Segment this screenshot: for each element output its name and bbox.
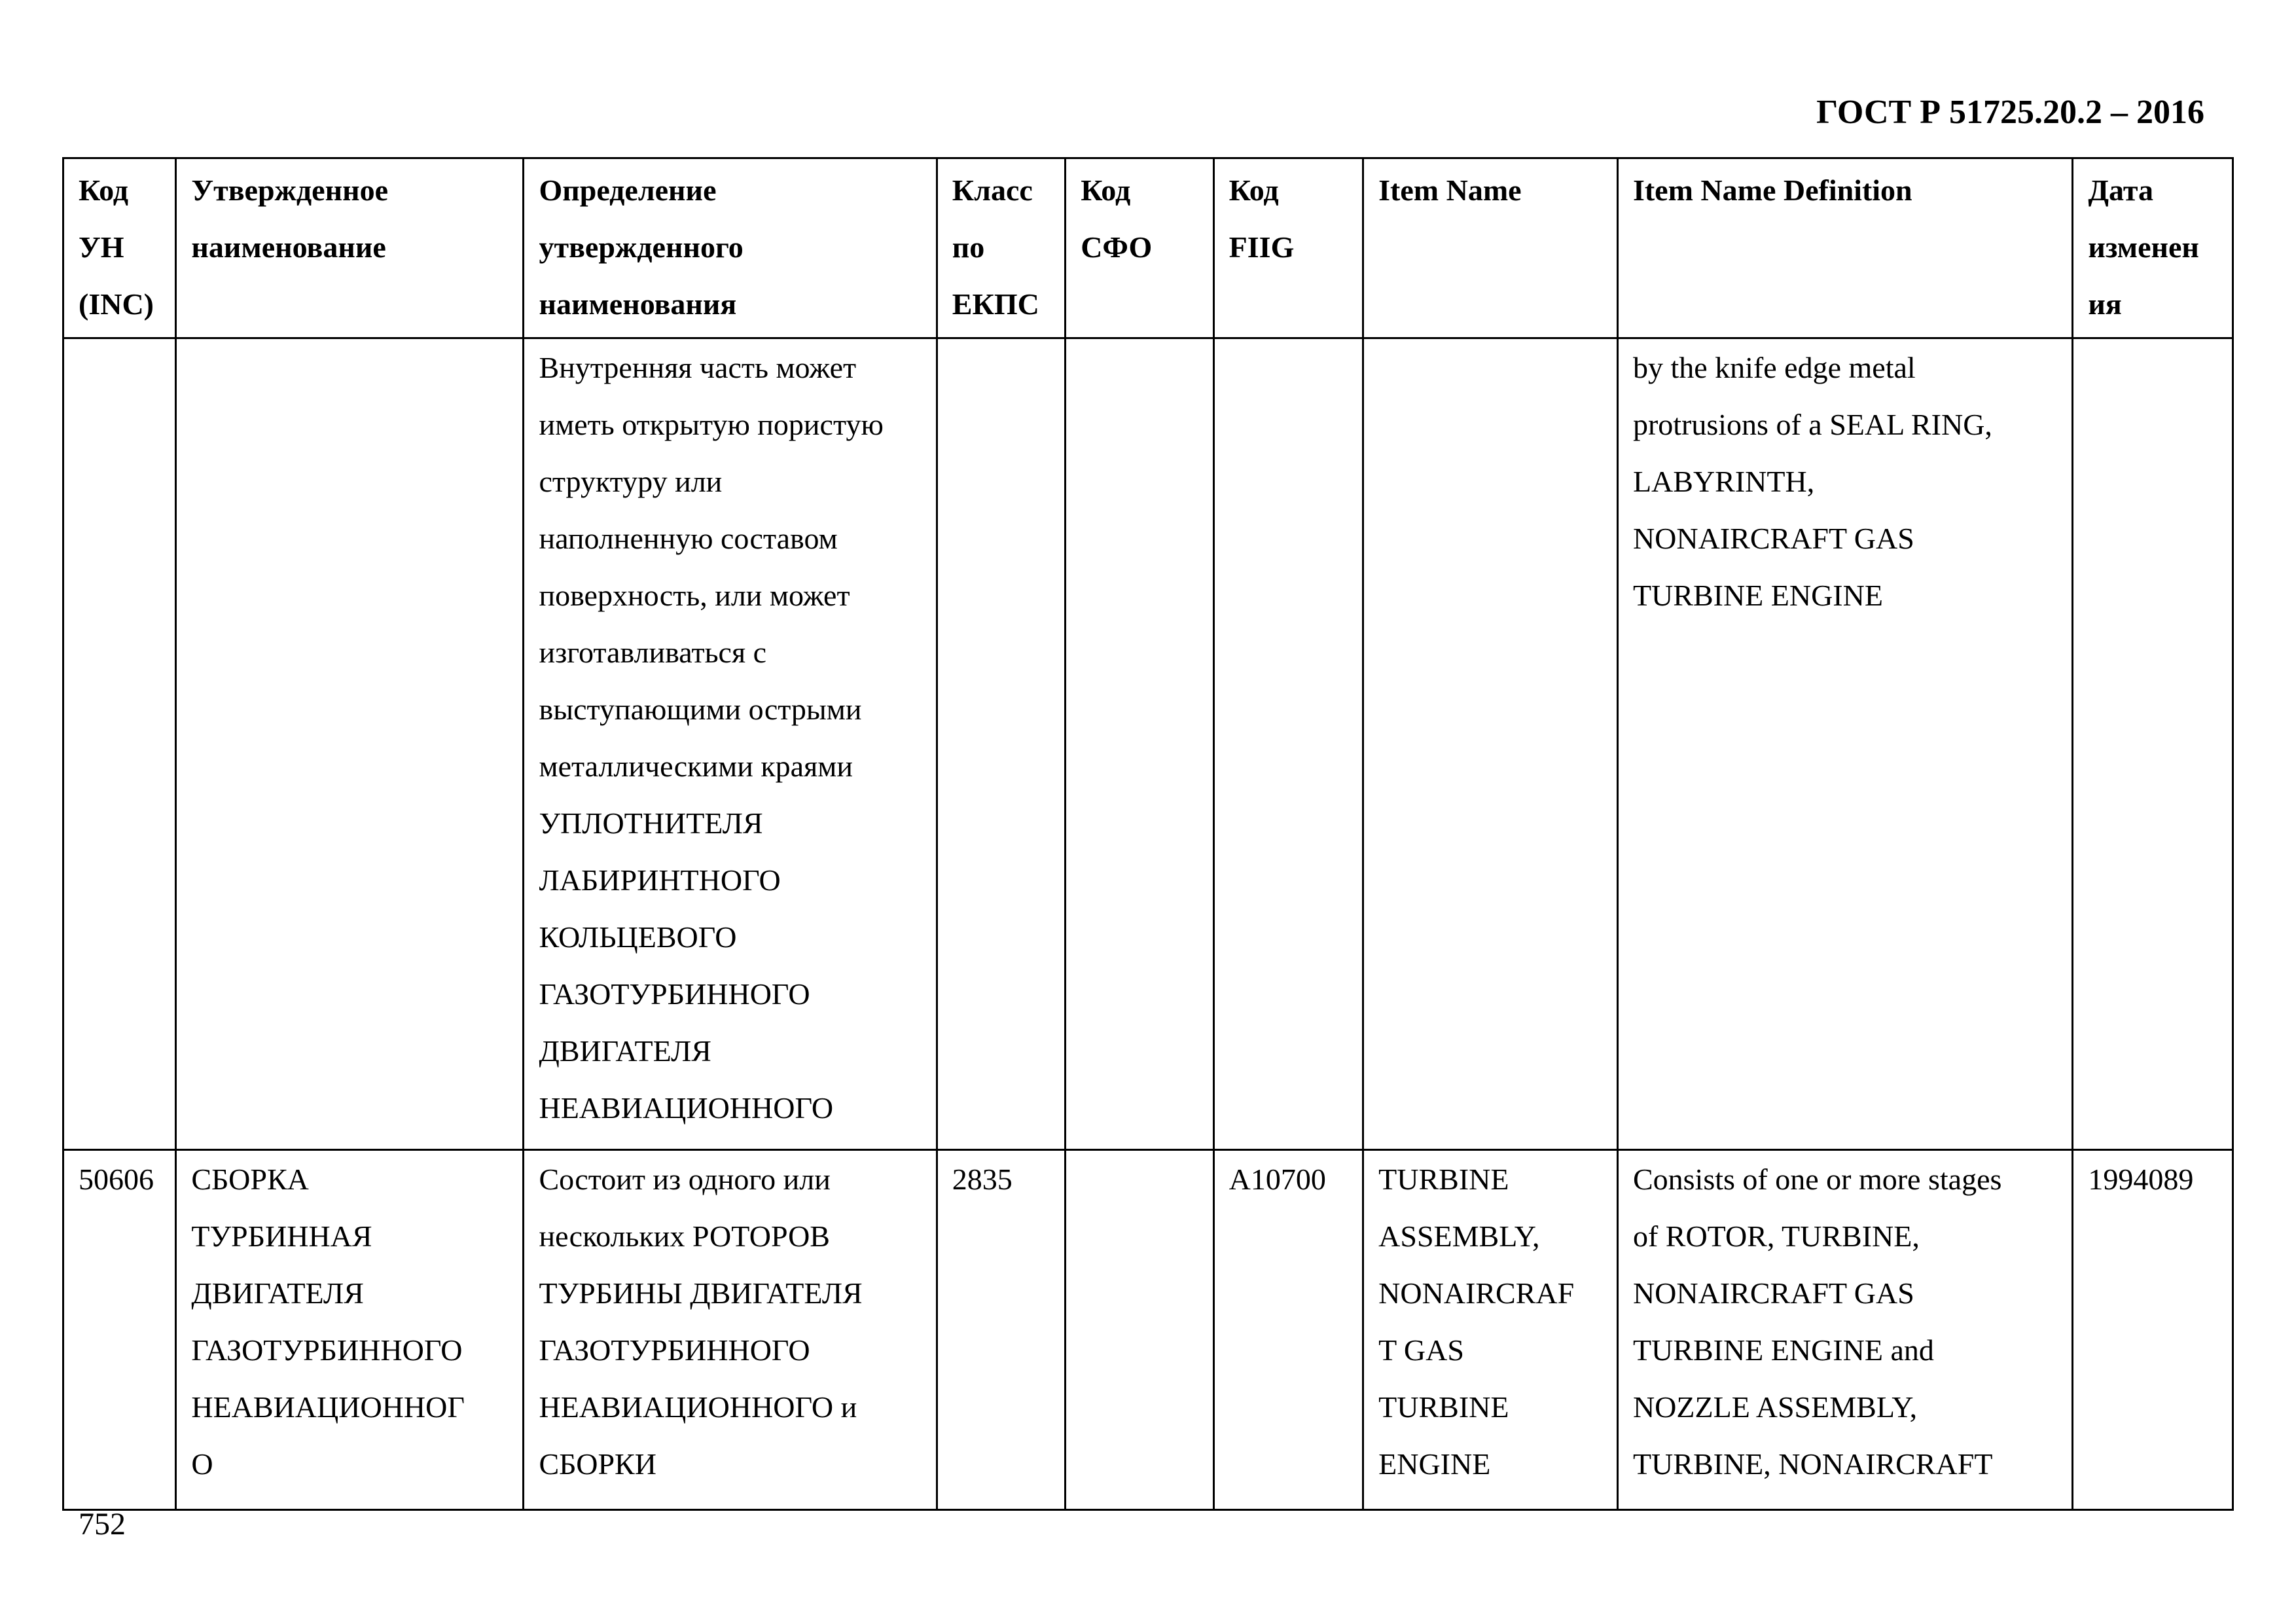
cell-ekps-class: [937, 338, 1065, 1150]
cell-text-line: ГАЗОТУРБИННОГО: [191, 1333, 463, 1367]
cell-change-date: [2073, 338, 2233, 1150]
cell-text-line: ТУРБИННАЯ: [191, 1219, 372, 1253]
header-text-line: Дата: [2088, 173, 2154, 207]
cell-text-line: ДВИГАТЕЛЯ: [191, 1276, 364, 1310]
item-name-table: [62, 157, 2234, 1511]
cell-text-line: изготавливаться с: [539, 636, 767, 669]
cell-text-line: 1994089: [2088, 1163, 2194, 1196]
header-item-name: [1363, 158, 1618, 338]
cell-sfo-code: [1066, 1150, 1213, 1510]
cell-text-line: металлическими краями: [539, 749, 853, 783]
cell-item-name-definition: [1617, 338, 2072, 1150]
cell-text-line: СБОРКИ: [539, 1447, 656, 1481]
cell-text-line: НЕАВИАЦИОННОГО: [539, 1091, 834, 1125]
cell-approved-name-definition: [524, 1150, 937, 1510]
header-text-line: СФО: [1081, 230, 1153, 264]
header-text-line: Код: [1229, 173, 1279, 207]
cell-text-line: NONAIRCRAFT GAS: [1632, 1276, 1914, 1310]
header-text-line: Item Name: [1378, 173, 1522, 207]
cell-text-line: TURBINE, NONAIRCRAFT: [1632, 1447, 1993, 1481]
cell-item-name: [1363, 1150, 1618, 1510]
cell-text-line: структуру или: [539, 465, 723, 498]
cell-text-line: LABYRINTH,: [1632, 465, 1815, 498]
cell-text-line: TURBINE: [1378, 1390, 1509, 1424]
header-text-line: наименования: [539, 287, 737, 321]
cell-text-line: иметь открытую пористую: [539, 408, 884, 441]
cell-text-line: ASSEMBLY,: [1378, 1219, 1540, 1253]
cell-ekps-class: [937, 1150, 1065, 1510]
cell-text-line: TURBINE: [1378, 1163, 1509, 1196]
header-text-line: изменен: [2088, 230, 2199, 264]
cell-text-line: УПЛОТНИТЕЛЯ: [539, 806, 763, 840]
cell-item-name: [1363, 338, 1618, 1150]
cell-approved-name: [176, 338, 524, 1150]
cell-text-line: 2835: [952, 1163, 1013, 1196]
cell-item-name-definition: [1617, 1150, 2072, 1510]
header-text-line: Класс: [952, 173, 1033, 207]
cell-text-line: by the knife edge metal: [1632, 351, 1916, 384]
cell-text-line: нескольких РОТОРОВ: [539, 1219, 830, 1253]
header-item-name-definition: [1617, 158, 2072, 338]
cell-inc-code: [63, 1150, 176, 1510]
cell-text-line: Consists of one or more stages: [1632, 1163, 2002, 1196]
header-text-line: утвержденного: [539, 230, 744, 264]
cell-text-line: NONAIRCRAFT GAS: [1632, 522, 1914, 555]
cell-text-line: Внутренняя часть может: [539, 351, 857, 384]
header-sfo-code: [1066, 158, 1213, 338]
cell-text-line: ДВИГАТЕЛЯ: [539, 1034, 711, 1068]
header-approved-name-definition: [524, 158, 937, 338]
cell-text-line: ГАЗОТУРБИННОГО: [539, 1333, 810, 1367]
header-text-line: Код: [79, 173, 129, 207]
header-text-line: Код: [1081, 173, 1131, 207]
cell-text-line: ЛАБИРИНТНОГО: [539, 863, 781, 897]
cell-text-line: выступающими острыми: [539, 693, 862, 726]
header-change-date: [2073, 158, 2233, 338]
cell-text-line: ENGINE: [1378, 1447, 1491, 1481]
cell-text-line: TURBINE ENGINE and: [1632, 1333, 1934, 1367]
header-text-line: FIIG: [1229, 230, 1295, 264]
cell-text-line: О: [191, 1447, 213, 1481]
header-text-line: Определение: [539, 173, 717, 207]
cell-fiig-code: [1213, 1150, 1363, 1510]
cell-text-line: protrusions of a SEAL RING,: [1632, 408, 1992, 441]
cell-text-line: поверхность, или может: [539, 579, 850, 612]
cell-text-line: TURBINE ENGINE: [1632, 579, 1883, 612]
cell-text-line: наполненную составом: [539, 522, 838, 555]
header-inc-code: [63, 158, 176, 338]
table-row: [63, 1150, 2233, 1510]
header-text-line: (INC): [79, 287, 154, 321]
table-header-row: [63, 158, 2233, 338]
cell-text-line: ГАЗОТУРБИННОГО: [539, 977, 810, 1011]
cell-text-line: T GAS: [1378, 1333, 1464, 1367]
cell-text-line: КОЛЬЦЕВОГО: [539, 920, 737, 954]
cell-text-line: ТУРБИНЫ ДВИГАТЕЛЯ: [539, 1276, 863, 1310]
cell-text-line: A10700: [1229, 1163, 1326, 1196]
cell-fiig-code: [1213, 338, 1363, 1150]
header-text-line: Утвержденное: [191, 173, 389, 207]
cell-text-line: СБОРКА: [191, 1163, 309, 1196]
cell-approved-name-definition: [524, 338, 937, 1150]
document-standard-header: ГОСТ Р 51725.20.2 – 2016: [1816, 94, 2204, 131]
cell-approved-name: [176, 1150, 524, 1510]
cell-text-line: НЕАВИАЦИОННОГО и: [539, 1390, 857, 1424]
cell-text-line: NONAIRCRAF: [1378, 1276, 1575, 1310]
header-fiig-code: [1213, 158, 1363, 338]
cell-text-line: NOZZLE ASSEMBLY,: [1632, 1390, 1918, 1424]
cell-text-line: НЕАВИАЦИОННОГ: [191, 1390, 465, 1424]
header-text-line: наименование: [191, 230, 386, 264]
header-text-line: ия: [2088, 287, 2122, 321]
page-number: 752: [79, 1507, 126, 1542]
cell-text-line: of ROTOR, TURBINE,: [1632, 1219, 1920, 1253]
header-ekps-class: [937, 158, 1065, 338]
cell-text-line: 50606: [79, 1163, 154, 1196]
header-approved-name: [176, 158, 524, 338]
header-text-line: ЕКПС: [952, 287, 1039, 321]
table-row: [63, 338, 2233, 1150]
cell-inc-code: [63, 338, 176, 1150]
header-text-line: по: [952, 230, 985, 264]
cell-sfo-code: [1066, 338, 1213, 1150]
cell-change-date: [2073, 1150, 2233, 1510]
header-text-line: УН: [79, 230, 124, 264]
cell-text-line: Состоит из одного или: [539, 1163, 831, 1196]
header-text-line: Item Name Definition: [1632, 173, 1912, 207]
